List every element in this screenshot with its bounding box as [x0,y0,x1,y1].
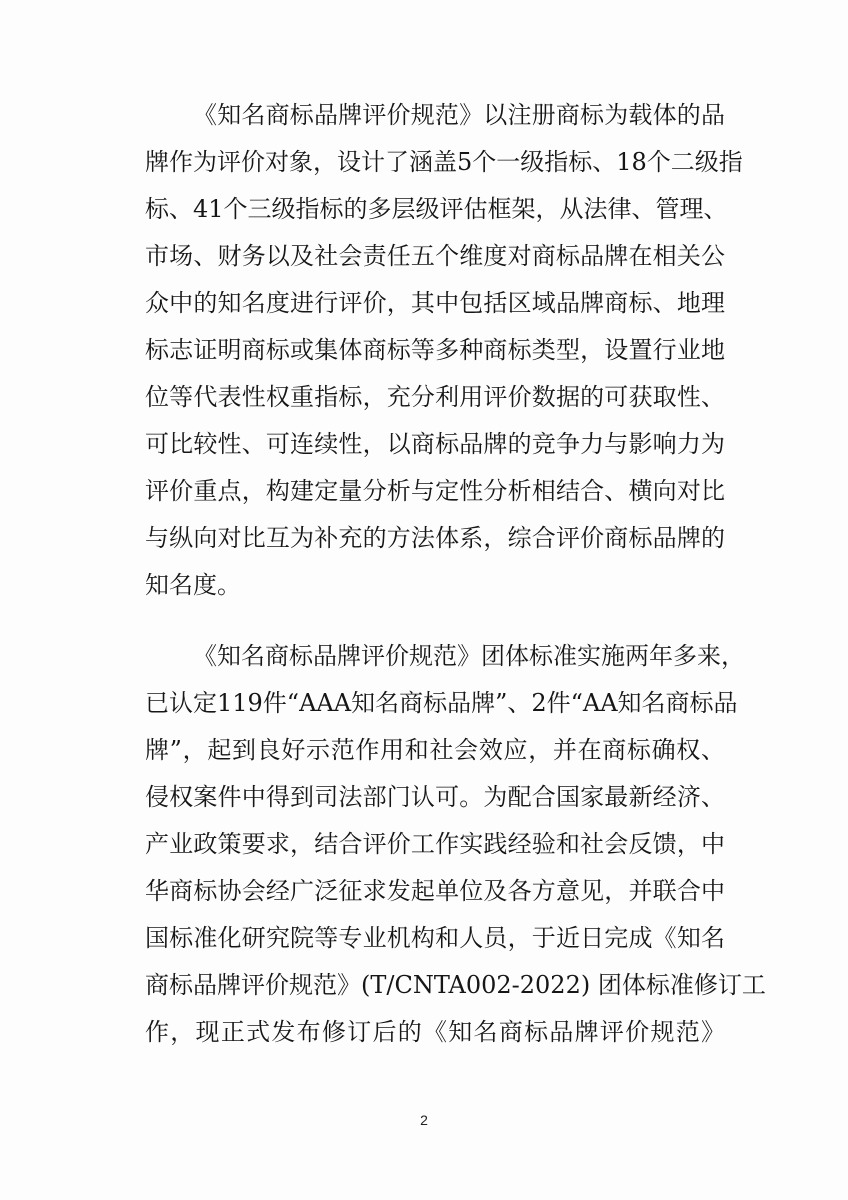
text-line: 位等代表性权重指标，充分利用评价数据的可获取性、 [145,383,725,411]
text-line: 已认定119件“AAA知名商标品牌”、2件“AA知名商标品 [145,689,738,717]
paragraph-1 [145,92,743,609]
text-line: 众中的知名度进行评价，其中包括区域品牌商标、地理 [145,289,725,317]
text-line: 与纵向对比互为补充的方法体系，综合评价商标品牌的 [145,524,725,552]
text-line: 华商标协会经广泛征求发起单位及各方意见，并联合中 [145,877,725,905]
paragraph-2 [145,633,766,1056]
text-line: 作，现正式发布修订后的《知名商标品牌评价规范》 [145,1018,725,1046]
text-line: 国标准化研究院等专业机构和人员，于近日完成《知名 [145,924,725,952]
text-line: 标、41个三级指标的多层级评估框架，从法律、管理、 [145,195,728,223]
text-line: 市场、财务以及社会责任五个维度对商标品牌在相关公 [145,242,725,270]
text-line: 商标品牌评价规范》(T/CNTA002-2022) 团体标准修订工 [145,971,766,999]
text-line: 标志证明商标或集体商标等多种商标类型，设置行业地 [145,336,725,364]
text-line: 《知名商标品牌评价规范》以注册商标为载体的品 [193,101,725,129]
text-line: 产业政策要求，结合评价工作实践经验和社会反馈，中 [145,830,725,858]
text-line: 可比较性、可连续性，以商标品牌的竞争力与影响力为 [145,430,725,458]
text-line: 知名度。 [145,571,241,599]
text-line: 《知名商标品牌评价规范》团体标准实施两年多来， [193,642,745,670]
page-number: 2 [420,1112,428,1128]
text-line: 侵权案件中得到司法部门认可。为配合国家最新经济、 [145,783,725,811]
text-line: 牌作为评价对象，设计了涵盖5个一级指标、18个二级指 [145,148,743,176]
document-body [145,92,766,1080]
text-line: 牌”，起到良好示范作用和社会效应，并在商标确权、 [145,736,725,764]
text-line: 评价重点，构建定量分析与定性分析相结合、横向对比 [145,477,725,505]
